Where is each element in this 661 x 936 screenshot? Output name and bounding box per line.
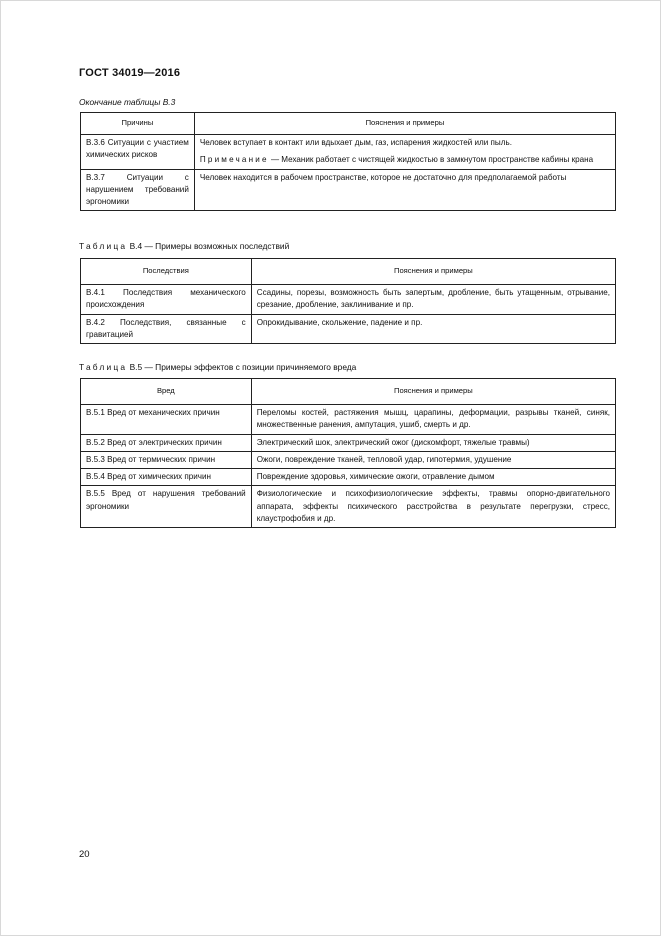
table-b3-row-1-note [200, 154, 610, 166]
note-label: Примечание [199, 155, 269, 165]
table-b4-caption-text: В.4 — Примеры возможных последствий [127, 241, 290, 251]
table-b3-caption: Окончание таблицы В.3 [79, 97, 176, 107]
table-b3-row-2-cause: В.3.7 Ситуации с нарушением требований эргономики [81, 169, 195, 211]
table-b5-header-explanations: Пояснения и примеры [251, 379, 615, 405]
table-b3-row-1-cause: В.3.6 Ситуации с участием химических рисков [81, 135, 195, 170]
table-b3 [80, 112, 616, 211]
table-b4-header-consequences: Последствия [81, 259, 252, 285]
table-b3-header-causes: Причины [81, 113, 195, 135]
table-b4-header-explanations: Пояснения и примеры [251, 259, 615, 285]
table-b5-header-harm: Вред [81, 379, 252, 405]
table-b5-caption-label: Таблица [79, 362, 128, 372]
table-b5-row-3-explanation: Ожоги, повреждение тканей, тепловой удар, гипотермия, удушение [251, 451, 615, 468]
table-b5-row-4-explanation: Повреждение здоровья, химические ожоги, отравление дымом [251, 469, 615, 486]
table-b5-row-5-explanation: Физиологические и психофизиологические эффекты, травмы опорно-двигательного аппарата, эффекты психического расстройства в результате перегрузки, стресс, клаустрофобия и др. [251, 486, 615, 528]
page-number: 20 [79, 849, 90, 860]
table-b5-row-1-cause: В.5.1 Вред от механических причин [81, 405, 252, 435]
table-b4 [80, 258, 616, 344]
table-b5-caption-text: В.5 — Примеры эффектов с позиции причиняемого вреда [127, 362, 357, 372]
table-b5-row-2-cause: В.5.2 Вред от электрических причин [81, 434, 252, 451]
table-b5-row-1-explanation: Переломы костей, растяжения мышц, царапины, деформации, разрывы тканей, синяк, множественные ранения, ампутация, ушиб, смерть и др. [251, 405, 615, 435]
table-b4-row-1-cause: В.4.1 Последствия механического происхождения [81, 285, 252, 315]
table-b4-row-2-cause: В.4.2 Последствия, связанные с гравитацией [81, 314, 252, 344]
table-b5 [80, 378, 616, 528]
table-b4-caption [79, 241, 289, 251]
table-b4-row-1-explanation: Ссадины, порезы, возможность быть запертым, дробление, быть утащенным, отрывание, срезание, дробление, заклинивание и пр. [251, 285, 615, 315]
table-b4-caption-label: Таблица [79, 241, 128, 251]
document-title: ГОСТ 34019—2016 [79, 67, 181, 79]
table-b5-row-3-cause: В.5.3 Вред от термических причин [81, 451, 252, 468]
table-b3-row-2-explanation: Человек находится в рабочем пространстве, которое не достаточно для предполагаемой работы [194, 169, 615, 211]
table-b5-row-4-cause: В.5.4 Вред от химических причин [81, 469, 252, 486]
note-text: — Механик работает с чистящей жидкостью в замкнутом пространстве кабины крана [268, 155, 594, 165]
table-b3-header-explanations: Пояснения и примеры [194, 113, 615, 135]
table-b3-row-1-text: Человек вступает в контакт или вдыхает дым, газ, испарения жидкостей или пыль. [199, 138, 512, 147]
table-b5-caption [79, 362, 356, 372]
table-b5-row-5-cause: В.5.5 Вред от нарушения требований эргономики [81, 486, 252, 528]
table-b4-row-2-explanation: Опрокидывание, скольжение, падение и пр. [251, 314, 615, 344]
table-b5-row-2-explanation: Электрический шок, электрический ожог (дискомфорт, тяжелые травмы) [251, 434, 615, 451]
table-b3-row-1-explanation [194, 135, 615, 170]
